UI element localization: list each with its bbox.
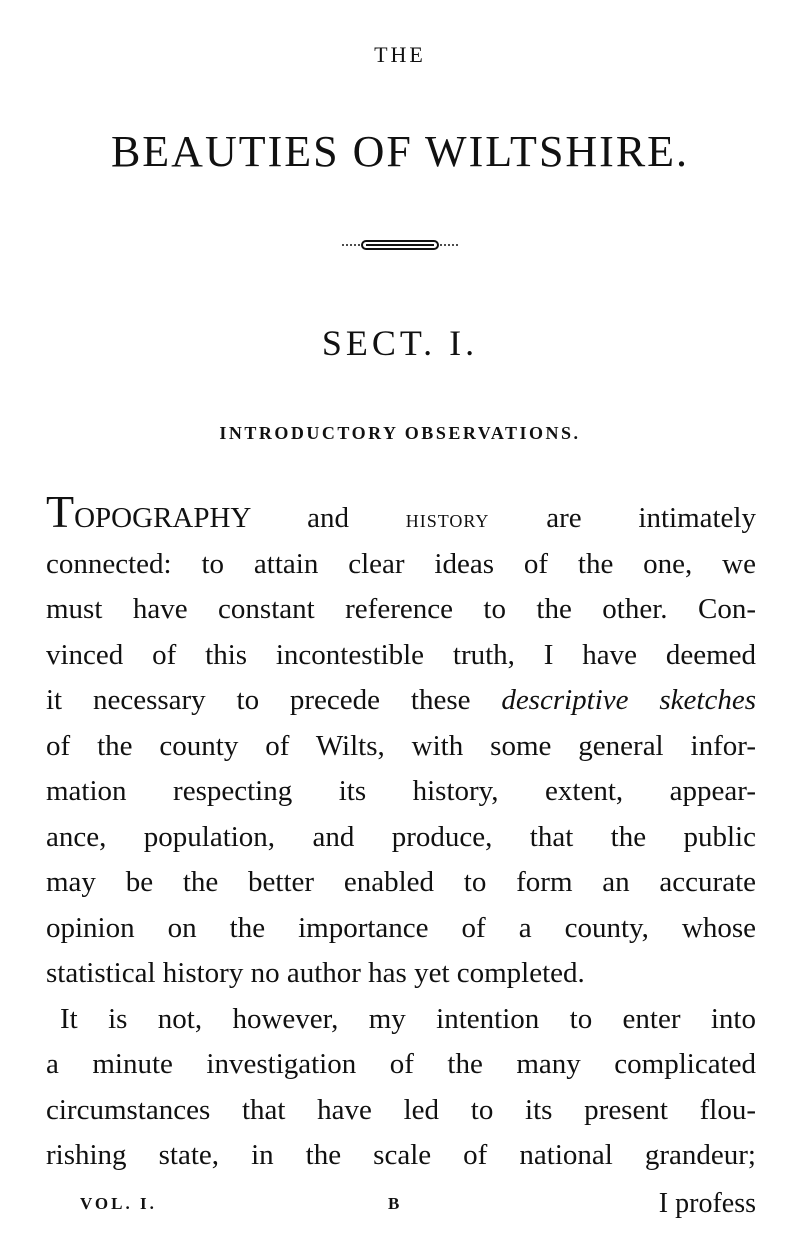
volume-label: VOL. I. — [80, 1194, 157, 1213]
text-span: it necessary to precede these — [46, 684, 502, 716]
text-line: a minute investigation of the many complicated — [46, 1048, 756, 1080]
italic-phrase: descriptive sketches — [501, 684, 756, 716]
text-span: OPOGRAPHY and — [74, 502, 406, 534]
text-line: mation respecting its history, extent, appear- — [46, 775, 756, 807]
catchword: I profess — [658, 1188, 756, 1219]
text-line: vinced of this incontestible truth, I have deemed — [46, 638, 756, 671]
text-line: rishing state, in the scale of national grandeur; — [46, 1139, 756, 1171]
text-line: of the county of Wilts, with some general infor- — [46, 729, 756, 762]
small-caps-word: history — [405, 504, 490, 533]
drop-cap: T — [46, 486, 75, 537]
signature-mark: B — [388, 1194, 400, 1213]
text-line: must have constant reference to the other. Con- — [46, 593, 756, 625]
text-line: may be the better enabled to form an accurate — [46, 866, 756, 898]
text-line: connected: to attain clear ideas of the one, we — [46, 547, 756, 580]
text-line: opinion on the importance of a county, whose — [46, 911, 756, 944]
ornament-rule — [340, 238, 460, 252]
text-line — [46, 678, 756, 724]
body-text — [46, 486, 756, 1179]
book-title: BEAUTIES OF WILTSHIRE. — [110, 127, 690, 176]
section-number: SECT. I. — [321, 323, 479, 363]
text-line: statistical history no author has yet completed. — [46, 957, 585, 989]
section-heading: INTRODUCTORY OBSERVATIONS. — [219, 423, 581, 443]
pre-title: THE — [374, 42, 426, 67]
text-line: ance, population, and produce, that the public — [46, 820, 756, 853]
text-line: circumstances that have led to its present flou- — [46, 1093, 756, 1126]
text-line: It is not, however, my intention to enter into — [60, 1002, 756, 1035]
text-span: are intimately — [489, 502, 756, 534]
text-line — [46, 486, 756, 542]
